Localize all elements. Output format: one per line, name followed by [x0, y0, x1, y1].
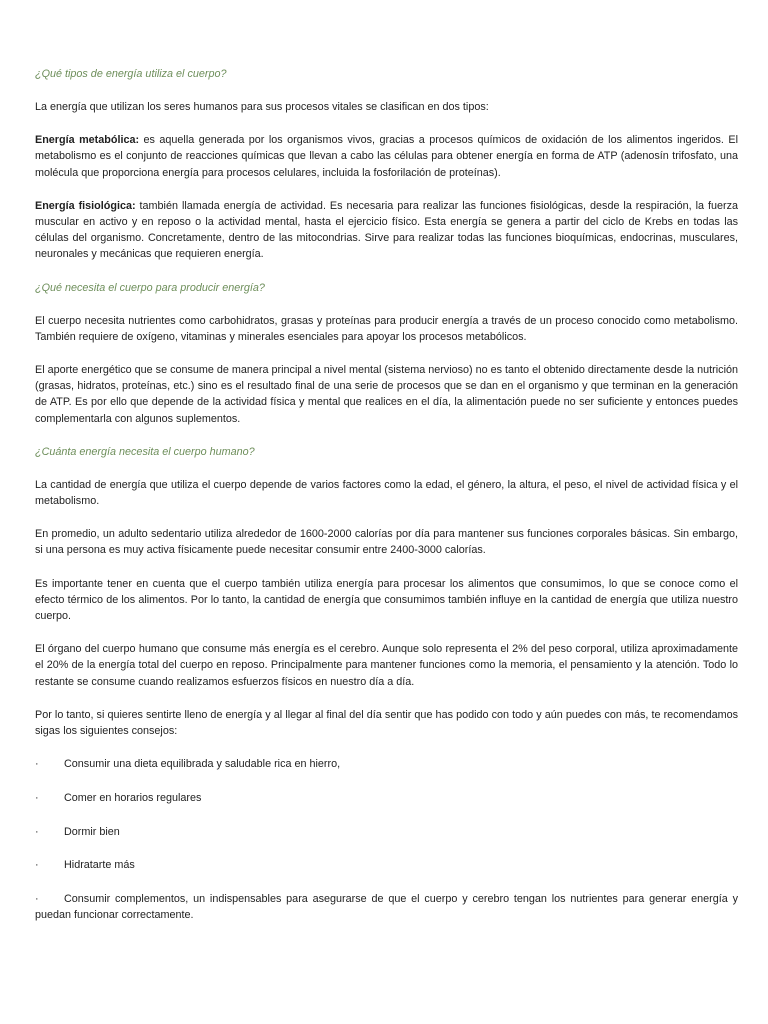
paragraph-average-calories: En promedio, un adulto sedentario utiliza alrededor de 1600-2000 calorías por día para mantener sus funciones corporales básicas. Sin embargo, si una persona es muy activa físicamente puede necesitar consumir entre 2400-3000 calorías.	[35, 528, 738, 557]
list-item	[35, 824, 738, 840]
bullet-dot-icon: ·	[35, 825, 39, 838]
bullet-dot-icon: ·	[35, 893, 39, 906]
definition-metabolic-energy: es aquella generada por los organismos vivos, gracias a procesos químicos de oxidación de los alimentos ingeridos. El metabolismo es el conjunto de reacciones químicas que llevan a cabo las células para obtener energía en forma de ATP (adenosín trifosfato, una molécula que proporciona energía para procesos celulares, incluida la fosforilación de proteínas).	[35, 134, 739, 179]
paragraph-energy-factors: La cantidad de energía que utiliza el cuerpo depende de varios factores como la edad, el género, la altura, el peso, el nivel de actividad física y el metabolismo.	[35, 478, 738, 508]
list-item-text: Consumir una dieta equilibrada y saludable rica en hierro,	[64, 758, 341, 771]
paragraph-mental-energy: El aporte energético que se consume de manera principal a nivel mental (sistema nervioso) no es tanto el obtenido directamente desde la nutrición (grasas, hidratos, proteínas, etc.) sino es el resultado final de una serie de procesos que se dan en el organismo y que terminan en la generación de ATP. Es por ello que depende de la actividad física y mental que realices en el día, la alimentación puede no ser suficiente y entonces puedes complementarla con algunos suplementos.	[35, 364, 738, 425]
list-item	[35, 756, 738, 772]
bullet-dot-icon: ·	[35, 791, 39, 804]
term-physiological-energy: Energía fisiológica:	[35, 199, 136, 212]
paragraph-brain-energy: El órgano del cuerpo humano que consume más energía es el cerebro. Aunque solo representa el 2% del peso corporal, utiliza aproximadamente el 20% de la energía total del cuerpo en reposo. Principalmente para mantener funciones como la memoria, el pensamiento y la atención. Todo lo restante se consume cuando realizamos esfuerzos físicos en nuestro día a día.	[35, 643, 738, 688]
paragraph-physiological-energy	[35, 198, 738, 263]
heading-energy-types: ¿Qué tipos de energía utiliza el cuerpo?	[35, 68, 227, 80]
list-item	[35, 891, 738, 923]
tips-list	[35, 756, 738, 923]
list-item	[35, 857, 738, 873]
list-item-text: Consumir complementos, un indispensables para asegurarse de que el cuerpo y cerebro tengan los nutrientes para generar energía y puedan funcionar correctamente.	[35, 893, 738, 922]
bullet-dot-icon: ·	[35, 859, 39, 872]
term-metabolic-energy: Energía metabólica:	[35, 134, 140, 147]
list-item	[35, 790, 738, 806]
paragraph-intro: La energía que utilizan los seres humanos para sus procesos vitales se clasifican en dos tipos:	[35, 101, 489, 113]
paragraph-nutrients: El cuerpo necesita nutrientes como carbohidratos, grasas y proteínas para producir energía a través de un proceso conocido como metabolismo. También requiere de oxígeno, vitaminas y minerales esenciales para apoyar los procesos metabólicos.	[35, 314, 738, 343]
list-item-text: Comer en horarios regulares	[64, 791, 202, 804]
paragraph-thermic-effect: Es importante tener en cuenta que el cuerpo también utiliza energía para procesar los alimentos que consumimos, lo que se conoce como el efecto térmico de los alimentos. Por lo tanto, la cantidad de energía que consumimos también influye en la cantidad de energía que utiliza nuestro cuerpo.	[35, 577, 738, 623]
definition-physiological-energy: también llamada energía de actividad. Es necesaria para realizar las funciones fisiológicas, desde la respiración, la fuerza muscular en activo y en reposo o la actividad mental, hasta el ejercicio físico. Esta energía se genera a partir del ciclo de Krebs en todas las células del organismo. Concretamente, dentro de las mitocondrias. Sirve para realizar todas las funciones bioquímicas, endocrinas, musculares, neuronales y mecánicas que requieren energía.	[35, 199, 738, 261]
list-item-text: Hidratarte más	[64, 859, 135, 872]
heading-energy-amount: ¿Cuánta energía necesita el cuerpo humano?	[35, 445, 255, 458]
paragraph-tips-intro: Por lo tanto, si quieres sentirte lleno de energía y al llegar al final del día sentir que has podido con todo y aún puedes con más, te recomendamos sigas los siguientes consejos:	[35, 708, 738, 738]
list-item-text: Dormir bien	[64, 825, 120, 838]
heading-energy-needs: ¿Qué necesita el cuerpo para producir energía?	[35, 281, 265, 294]
bullet-dot-icon: ·	[35, 758, 39, 771]
paragraph-metabolic-energy	[35, 132, 738, 181]
